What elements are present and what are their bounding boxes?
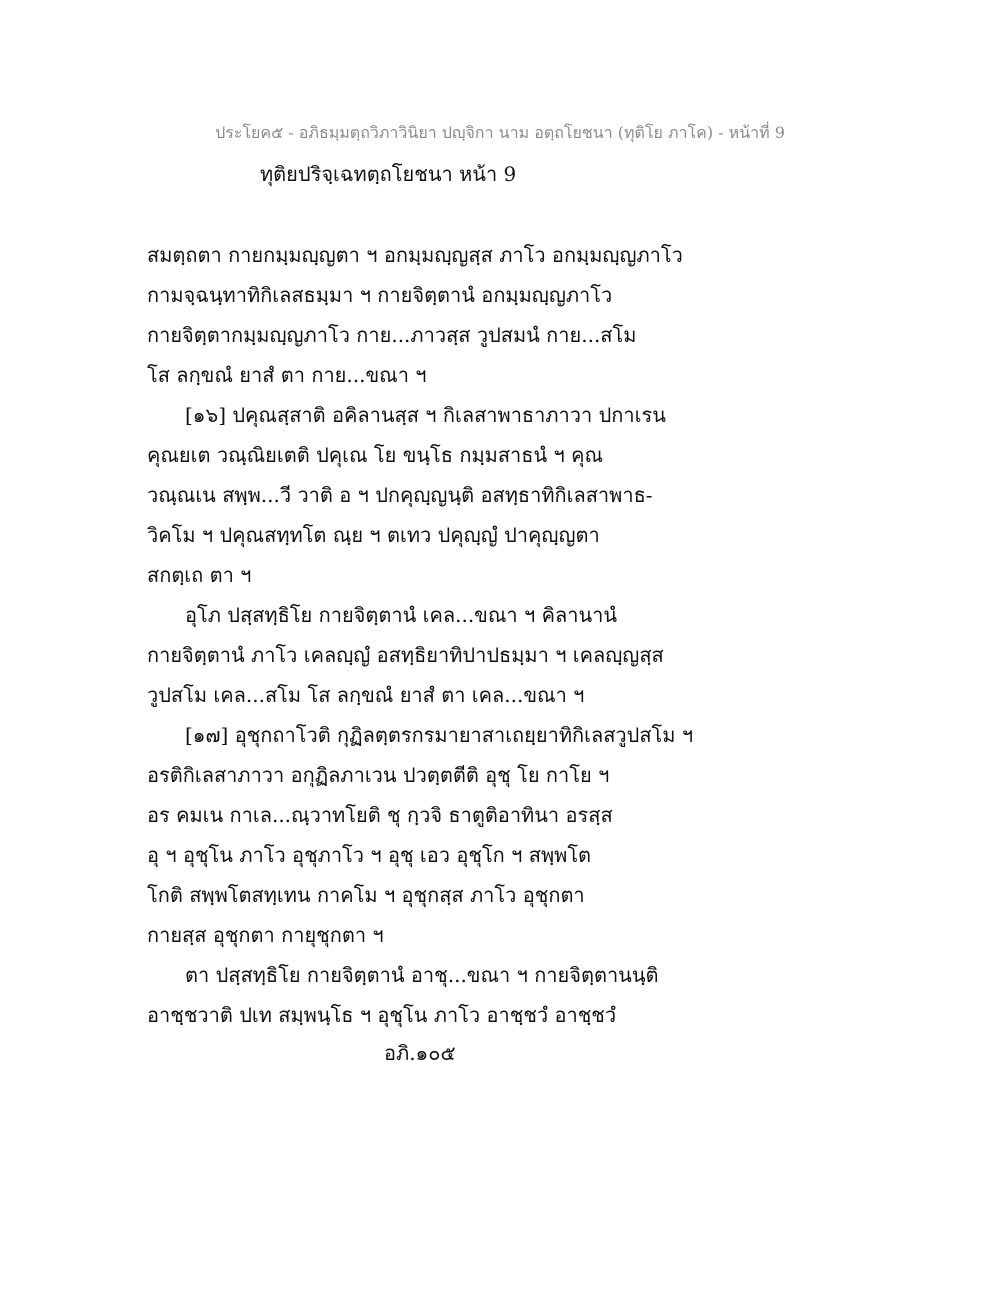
text-line: กายจิตฺตากมฺมญฺญภาโว กาย...ภาวสฺส วูปสมนํ กาย...สโม: [147, 323, 637, 347]
text-line: วณฺณเน สพฺพ...วี วาติ อ ฯ ปกคุญฺญนฺติ อสทฺธาทิกิเลสาพาธ-: [147, 483, 653, 507]
text-line: กายจิตฺตานํ ภาโว เคลญฺญํ อสทฺธิยาทิปาปธมฺมา ฯ เคลญฺญสฺส: [147, 643, 664, 667]
text-line: อุโภ ปสฺสทฺธิโย กายจิตฺตานํ เคล...ขณา ฯ คิลานานํ: [185, 603, 618, 627]
text-line: อร คมเน กาเล...ณฺวาทโยติ ชุ กฺวจิ ธาตูติอาทินา อรสฺส: [147, 803, 613, 827]
text-line: คุณยเต วณฺณิยเตติ ปคุเณ โย ขนฺโธ กมฺมสาธนํ ฯ คุณ: [147, 443, 604, 467]
text-line: โส ลกฺขณํ ยาสํ ตา กาย...ขณา ฯ: [147, 363, 427, 387]
text-line: วูปสโม เคล...สโม โส ลกฺขณํ ยาสํ ตา เคล...ขณา ฯ: [147, 683, 585, 707]
text-line: กายสฺส อุชุกตา กายุชุกตา ฯ: [147, 923, 384, 947]
text-line: อุ ฯ อุชุโน ภาโว อุชุภาโว ฯ อุชุ เอว อุชุโก ฯ สพฺพโต: [147, 843, 592, 867]
page-footer-ref: อภิ.๑๐๕: [384, 1041, 456, 1065]
body-text: [147, 235, 707, 1035]
text-line: กามจฺฉนฺทาทิกิเลสธมฺมา ฯ กายจิตฺตานํ อกมฺมญฺญภาโว: [147, 283, 613, 307]
text-line: วิคโม ฯ ปคุณสทฺทโต ณฺย ฯ ตเทว ปคุญฺญํ ปาคุญฺญตา: [147, 523, 600, 547]
page-title: ทุติยปริจฺเฉทตฺถโยชนา หน้า 9: [260, 162, 517, 186]
text-line: สกตฺเถ ตา ฯ: [147, 563, 252, 587]
text-line: อาชฺชวาติ ปเท สมฺพนฺโธ ฯ อุชุโน ภาโว อาชฺชวํ อาชฺชวํ: [147, 1003, 617, 1027]
text-line: [๑๗] อุชุกถาโวติ กุฏิลตฺตรกรมายาสาเถยฺยาทิกิเลสวูปสโม ฯ: [185, 723, 694, 747]
text-line: [๑๖] ปคุณสฺสาติ อคิลานสฺส ฯ กิเลสาพาธาภาวา ปกาเรน: [185, 403, 666, 427]
text-line: โกติ สพฺพโตสทฺเทน กาคโม ฯ อุชุกสฺส ภาโว อุชุกตา: [147, 883, 585, 907]
text-line: อรติกิเลสาภาวา อกุฏิลภาเวน ปวตฺตตีติ อุชุ โย กาโย ฯ: [147, 763, 610, 787]
text-line: สมตฺถตา กายกมฺมญฺญตา ฯ อกมฺมญฺญสฺส ภาโว อกมฺมญฺญภาโว: [147, 243, 683, 267]
running-header: ประโยค๕ - อภิธมฺมตฺถวิภาวินิยา ปญฺจิกา นาม อตฺถโยชนา (ทุติโย ภาโค) - หน้าที่ 9: [215, 123, 785, 142]
text-line: ตา ปสฺสทฺธิโย กายจิตฺตานํ อาชุ...ขณา ฯ กายจิตฺตานนฺติ: [185, 963, 659, 987]
